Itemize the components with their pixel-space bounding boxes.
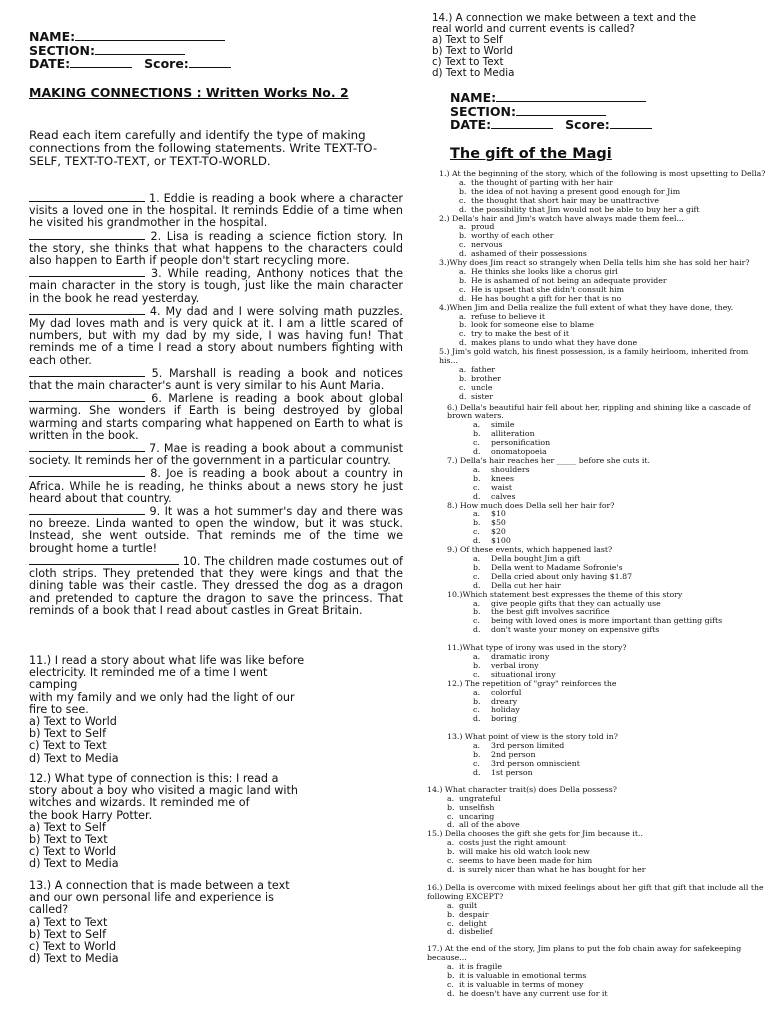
quiz-question — [427, 786, 768, 831]
option[interactable]: a. He thinks she looks like a chorus girl — [459, 266, 618, 276]
score-blank[interactable] — [189, 58, 231, 68]
option[interactable]: d. don't waste your money on expensive gifts — [473, 625, 660, 635]
section-row — [29, 44, 289, 58]
connection-item-text: 2. Lisa is reading a science fiction story. In the story, she thinks that what happens to the characters could also happen to Earth if people don't start recycling more. — [29, 229, 403, 268]
option[interactable]: d. is surely nicer than what he has bought for her — [447, 864, 646, 874]
question-stem: 15.) Della chooses the gift she gets for Jim because it.. — [427, 829, 643, 839]
quiz-question — [427, 830, 768, 875]
question-line: fire to see. — [29, 702, 89, 716]
question-stem: 12.) The repetition of "gray" reinforces the — [447, 678, 617, 688]
option[interactable]: a. costs just the right amount — [447, 838, 566, 848]
question-line: and our own personal life and experience is — [29, 891, 274, 905]
option[interactable]: c. $20 — [473, 527, 506, 537]
connection-item-text: 7. Mae is reading a book about a communist society. It reminds her of the government in a particular country. — [29, 442, 403, 468]
date-row — [29, 57, 289, 71]
answer-blank[interactable] — [29, 305, 145, 315]
option[interactable]: b. dreary — [473, 696, 518, 706]
question-stem: 9.) Of these events, which happened last? — [447, 545, 613, 555]
option[interactable]: c. delight — [447, 918, 487, 928]
question-stem: 2.) Della's hair and Jim's watch have always made them feel... — [439, 213, 684, 223]
option[interactable]: b. $50 — [473, 518, 506, 528]
question-stem: 16.) Della is overcome with mixed feelings about her gift that gift that include all the following EXCEPT? — [427, 882, 764, 901]
score-label: Score: — [144, 56, 189, 71]
date-label: DATE: — [29, 56, 71, 71]
quiz-question — [439, 215, 768, 260]
header-block-right — [450, 91, 710, 132]
answer-blank[interactable] — [29, 367, 145, 377]
option[interactable]: a. simile — [473, 420, 515, 430]
score-label: Score: — [565, 117, 610, 132]
option[interactable]: d. sister — [459, 391, 493, 401]
question-stem: 11.)What type of irony was used in the story? — [447, 643, 627, 653]
option[interactable]: d. boring — [473, 714, 517, 724]
connection-item — [29, 367, 403, 392]
option[interactable]: b. brother — [459, 373, 501, 383]
option[interactable]: c. Della cried about only having $1.87 — [473, 571, 633, 581]
answer-blank[interactable] — [29, 267, 145, 277]
connection-item-text: 4. My dad and I were solving math puzzles. My dad loves math and is very quick at it. I am a little scared of numbers, but with my dad by my side, I was having fun! That reminds me of a time I read a story about numbers fighting with each other. — [29, 304, 403, 367]
option[interactable]: b) Text to Self — [29, 927, 107, 941]
option[interactable]: b. will make his old watch look new — [447, 847, 590, 857]
name-label: NAME: — [450, 90, 497, 105]
option[interactable]: c. seems to have been made for him — [447, 856, 593, 866]
option[interactable]: b) Text to World — [432, 45, 514, 57]
question-line: real world and current events is called? — [432, 23, 635, 35]
question-stem: 13.) What point of view is the story told in? — [447, 732, 618, 742]
option[interactable]: c. uncaring — [447, 811, 495, 821]
mc-14 — [432, 13, 760, 79]
answer-blank[interactable] — [29, 230, 145, 240]
option[interactable]: d) Text to Media — [29, 857, 119, 871]
option[interactable]: d. makes plans to undo what they have done — [459, 338, 638, 348]
option[interactable]: d. the possibility that Jim would not be able to buy her a gift — [459, 204, 700, 214]
option[interactable]: a. father — [459, 364, 496, 374]
question-stem: 14.) What character trait(s) does Della possess? — [427, 784, 617, 794]
mc-11 — [29, 655, 403, 765]
option[interactable]: d. $100 — [473, 536, 511, 546]
connection-item — [29, 305, 403, 367]
option[interactable]: d. ashamed of their possessions — [459, 249, 587, 259]
option[interactable]: c. holiday — [473, 705, 520, 715]
connection-item — [29, 192, 403, 230]
magi-quiz — [427, 169, 768, 999]
option[interactable]: a. $10 — [473, 509, 506, 519]
option[interactable]: c. uncle — [459, 382, 493, 392]
question-line: 13.) A connection that is made between a text — [29, 879, 290, 892]
option[interactable]: d) Text to Media — [432, 67, 515, 79]
quiz-question — [439, 170, 768, 215]
option[interactable]: a. dramatic irony — [473, 652, 550, 662]
option[interactable]: c. being with loved ones is more important than getting gifts — [473, 616, 723, 626]
option[interactable]: b. knees — [473, 473, 514, 483]
quiz-question — [439, 502, 768, 547]
question-line: story about a boy who visited a magic land with — [29, 784, 298, 798]
option[interactable]: b. 2nd person — [473, 750, 536, 760]
option[interactable]: a. guilt — [447, 900, 478, 910]
option[interactable]: a. colorful — [473, 687, 522, 697]
option[interactable]: b. He is ashamed of not being an adequate provider — [459, 275, 667, 285]
mc-13 — [29, 880, 403, 965]
option[interactable]: d. 1st person — [473, 767, 533, 777]
story-title: The gift of the Magi — [450, 146, 612, 162]
connection-item-text: 1. Eddie is reading a book where a character visits a loved one in the hospital. It reminds Eddie of a time when he visited his grandmother in the hospital. — [29, 192, 403, 230]
option[interactable]: a. proud — [459, 222, 495, 232]
connection-item — [29, 230, 403, 268]
question-stem: 17.) At the end of the story, Jim plans to put the fob chain away for safekeeping because... — [427, 944, 742, 963]
quiz-question — [439, 259, 768, 304]
answer-blank[interactable] — [29, 442, 145, 452]
option[interactable]: c. try to make the best of it — [459, 329, 570, 339]
connection-item — [29, 467, 403, 505]
option[interactable]: b. Della went to Madame Sofronie's — [473, 562, 623, 572]
option[interactable]: d. onomatopoeia — [473, 447, 547, 457]
connection-item-text: 5. Marshall is reading a book and notices that the main character's aunt is very similar to his Aunt Maria. — [29, 366, 403, 393]
question-stem: 4.)When Jim and Della realize the full extent of what they have done, they. — [439, 302, 734, 312]
connection-item — [29, 442, 403, 467]
question-line: 11.) I read a story about what life was like before — [29, 654, 305, 667]
question-line: called? — [29, 903, 69, 917]
option[interactable]: b. unselfish — [447, 802, 495, 812]
connection-item — [29, 505, 403, 555]
worksheet-title: MAKING CONNECTIONS : Written Works No. 2 — [29, 85, 349, 100]
section-blank[interactable] — [95, 45, 185, 55]
question-line: 12.) What type of connection is this: I read a — [29, 772, 279, 785]
date-row — [450, 118, 710, 132]
date-blank[interactable] — [491, 119, 553, 129]
question-stem: 3.)Why does Jim react so strangely when Della tells him she has sold her hair? — [439, 258, 750, 268]
question-stem: 7.) Della's hair reaches her _____ before she cuts it. — [447, 456, 650, 465]
option[interactable]: a. Della bought Jim a gift — [473, 553, 581, 563]
question-stem: 6.) Della's beautiful hair fell about her, rippling and shining like a cascade of brown waters. — [447, 402, 751, 421]
option[interactable]: c. waist — [473, 482, 512, 492]
question-line: 14.) A connection we make between a text and the — [432, 12, 697, 24]
question-stem: 10.)Which statement best expresses the theme of this story — [447, 589, 683, 599]
option[interactable]: c. the thought that short hair may be unattractive — [459, 195, 659, 205]
name-row — [450, 91, 710, 105]
option[interactable]: b. despair — [447, 909, 489, 919]
option[interactable]: c) Text to Text — [29, 739, 107, 753]
name-row — [29, 30, 289, 44]
quiz-question — [439, 348, 768, 401]
instructions: Read each item carefully and identify the type of making connections from the following statements. Write TEXT-TO-SELF, TEXT-TO-TEXT, or TEXT-TO-WORLD. — [29, 128, 378, 168]
score-blank[interactable] — [610, 119, 652, 129]
option[interactable]: d. He has bought a gift for her that is no — [459, 293, 622, 303]
connection-item-text: 8. Joe is reading a book about a country in Africa. While he is reading, he thinks about a news story he just heard about that country. — [29, 467, 403, 505]
option[interactable]: c. personification — [473, 438, 551, 448]
option[interactable]: d. Della cut her hair — [473, 580, 561, 590]
date-blank[interactable] — [70, 58, 132, 68]
question-line: witches and wizards. It reminded me of — [29, 796, 250, 810]
answer-blank[interactable] — [29, 192, 145, 202]
option[interactable]: c. 3rd person omniscient — [473, 759, 580, 768]
question-line: electricity. It reminded me of a time I went — [29, 666, 268, 680]
option[interactable]: b. it is valuable in emotional terms — [447, 971, 587, 981]
option[interactable]: c) Text to Text — [432, 56, 504, 68]
connection-items — [29, 192, 403, 617]
answer-blank[interactable] — [29, 555, 179, 565]
answer-blank[interactable] — [29, 467, 145, 477]
question-line: camping — [29, 678, 78, 692]
connection-item — [29, 555, 403, 617]
section-row — [450, 105, 710, 119]
quiz-question — [439, 644, 768, 680]
connection-item — [29, 392, 403, 442]
quiz-question — [439, 404, 768, 457]
quiz-question — [439, 304, 768, 349]
option[interactable]: c) Text to World — [29, 845, 117, 859]
option[interactable]: b. verbal irony — [473, 660, 539, 670]
question-line: the book Harry Potter. — [29, 808, 153, 822]
connection-item-text: 10. The children made costumes out of cloth strips. They pretended that they were kings and that the dining table was their castle. They dressed the dog as a dragon and pretended to capture the dragon to save the princess. That reminds of a book that I read about castles in Great Britain. — [29, 554, 404, 617]
option[interactable]: c. nervous — [459, 240, 503, 250]
question-stem: 1.) At the beginning of the story, which of the following is most upsetting to Della? — [439, 169, 766, 178]
section-label: SECTION: — [29, 42, 95, 58]
option[interactable]: a. shoulders — [473, 464, 530, 474]
option[interactable]: c) Text to World — [29, 940, 117, 954]
question-stem: 5.) Jim's gold watch, his finest possession, is a family heirloom, inherited from his... — [439, 347, 749, 366]
connection-item — [29, 267, 403, 305]
option[interactable]: c. He is upset that she didn't consult him — [459, 284, 625, 294]
option[interactable]: a) Text to Self — [432, 34, 503, 46]
option[interactable]: a) Text to World — [29, 715, 117, 729]
option[interactable]: d. he doesn't have any current use for it — [447, 988, 608, 998]
option[interactable]: d. calves — [473, 491, 516, 501]
quiz-question — [427, 884, 768, 937]
mc-12 — [29, 773, 403, 871]
question-line: with my family and we only had the light of our — [29, 690, 295, 704]
option[interactable]: a) Text to Text — [29, 915, 108, 929]
option[interactable]: a. the thought of parting with her hair — [459, 177, 613, 187]
date-label: DATE: — [450, 117, 492, 132]
option[interactable]: b. the best gift involves sacrifice — [473, 607, 610, 617]
name-label: NAME: — [29, 29, 76, 44]
option[interactable]: a. refuse to believe it — [459, 311, 545, 321]
option[interactable]: a. give people gifts that they can actually use — [473, 598, 661, 608]
name-blank[interactable] — [496, 92, 646, 102]
option[interactable]: b. worthy of each other — [459, 231, 554, 241]
option[interactable]: c. it is valuable in terms of money — [447, 979, 584, 989]
option[interactable]: b) Text to Text — [29, 833, 108, 847]
quiz-question — [439, 733, 768, 778]
option[interactable]: b. alliteration — [473, 429, 535, 439]
option[interactable]: a. ungrateful — [447, 793, 501, 803]
section-blank[interactable] — [516, 106, 606, 116]
quiz-question — [427, 945, 768, 998]
option[interactable]: b. look for someone else to blame — [459, 320, 595, 330]
connection-item-text: 6. Marlene is reading a book about global warming. She wonders if Earth is being destroyed by global warming and starts comparing what happened on Earth to what is written in the book. — [29, 392, 404, 442]
connection-item-text: 3. While reading, Anthony notices that the main character in the story is tough, just like the main character in the book he read yesterday. — [29, 267, 403, 305]
name-blank[interactable] — [75, 31, 225, 41]
option[interactable]: d. disbelief — [447, 927, 493, 937]
quiz-question — [439, 457, 768, 502]
question-stem: 8.) How much does Della sell her hair for? — [447, 500, 615, 510]
option[interactable]: a. it is fragile — [447, 962, 502, 972]
option[interactable]: a. 3rd person limited — [473, 741, 565, 751]
option[interactable]: a) Text to Self — [29, 820, 106, 834]
quiz-question — [439, 591, 768, 636]
option[interactable]: c. situational irony — [473, 669, 556, 679]
quiz-question — [439, 680, 768, 725]
section-label: SECTION: — [450, 103, 516, 119]
option[interactable]: b. the idea of not having a present good enough for Jim — [459, 186, 681, 196]
connection-item-text: 9. It was a hot summer's day and there was no breeze. Linda wanted to open the window, but it was stuck. Instead, she went outside. That reminds me of the time we brought home a turtle! — [29, 505, 403, 555]
answer-blank[interactable] — [29, 392, 145, 402]
option[interactable]: b) Text to Self — [29, 727, 107, 741]
answer-blank[interactable] — [29, 505, 145, 515]
header-block-left — [29, 30, 289, 71]
option[interactable]: d) Text to Media — [29, 952, 119, 966]
quiz-question — [439, 546, 768, 591]
option[interactable]: d. all of the above — [447, 820, 520, 830]
option[interactable]: d) Text to Media — [29, 751, 119, 765]
